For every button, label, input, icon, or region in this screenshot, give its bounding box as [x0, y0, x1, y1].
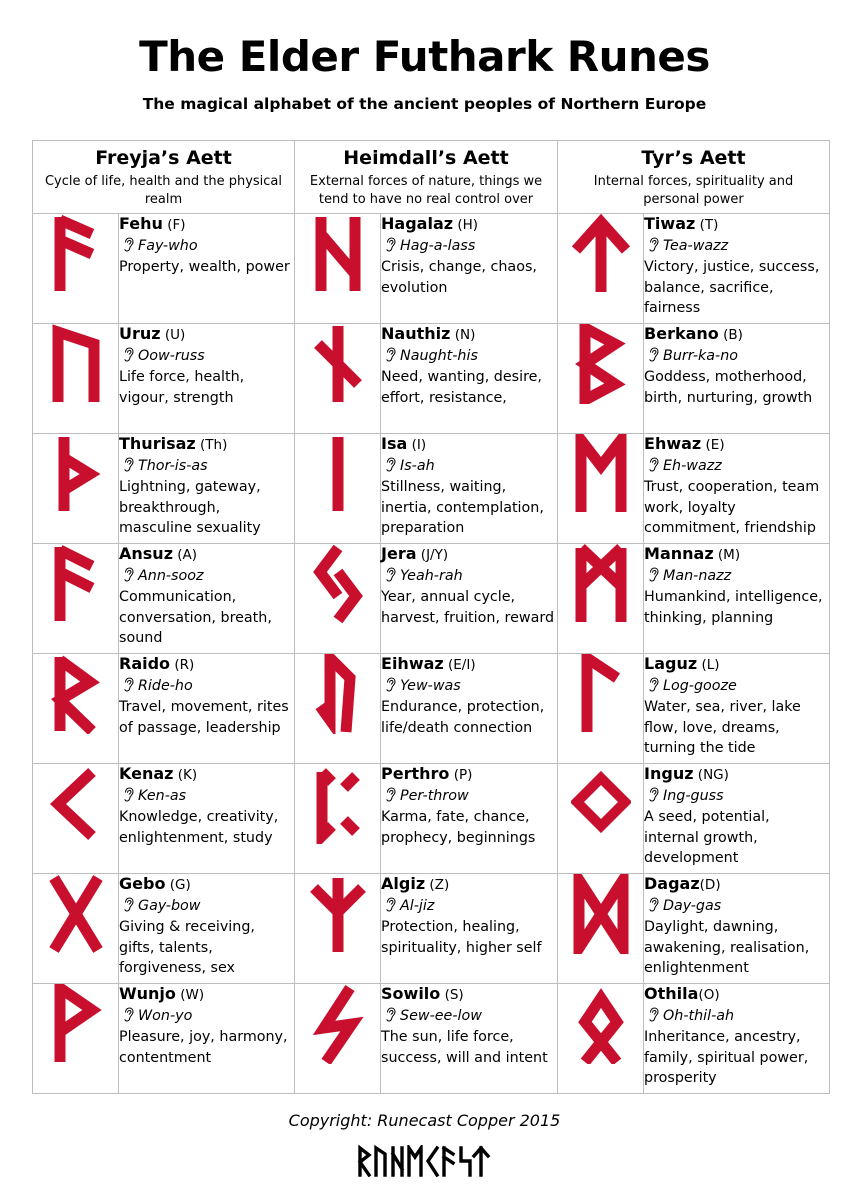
rune-title-line	[644, 324, 829, 346]
rune-nauthiz-icon	[308, 324, 368, 404]
rune-pronunciation-line	[381, 456, 557, 478]
rune-glyph-cell	[558, 324, 644, 434]
rune-glyph-cell	[33, 544, 119, 654]
rune-pronunciation-line	[119, 566, 294, 588]
ear-icon	[123, 237, 134, 258]
rune-meaning: Knowledge, creativity, enlightenment, study	[119, 809, 279, 846]
rune-meaning: Karma, fate, chance, prophecy, beginnings	[381, 809, 536, 846]
rune-glyph-cell	[295, 874, 381, 984]
rune-row	[33, 324, 830, 434]
rune-pronunciation-line	[381, 566, 557, 588]
rune-name: Eihwaz	[381, 654, 444, 673]
rune-meaning: The sun, life force, success, will and intent	[381, 1029, 548, 1066]
ear-icon	[648, 237, 659, 258]
rune-info-cell	[119, 654, 295, 764]
rune-pronunciation: Al-jiz	[400, 897, 435, 914]
rune-pronunciation: Won-yo	[138, 1007, 193, 1024]
rune-thurisaz-icon	[46, 434, 106, 514]
rune-glyph-cell	[295, 984, 381, 1094]
rune-pronunciation: Day-gas	[663, 897, 722, 914]
ear-icon	[648, 1007, 659, 1028]
rune-info-cell	[119, 544, 295, 654]
rune-meaning: Stillness, waiting, inertia, contemplation, preparation	[381, 479, 544, 536]
rune-letter: (L)	[697, 657, 720, 673]
rune-pronunciation-line	[381, 896, 557, 918]
rune-meaning: Trust, cooperation, team work, loyalty commitment, friendship	[644, 479, 820, 536]
rune-pronunciation-line	[381, 676, 557, 698]
rune-title-line	[644, 214, 829, 236]
rune-pronunciation-line	[644, 566, 829, 588]
rune-title-line	[119, 544, 294, 566]
rune-glyph-cell	[558, 434, 644, 544]
ear-icon	[123, 677, 134, 698]
ear-icon	[123, 347, 134, 368]
rune-row	[33, 654, 830, 764]
ear-icon	[385, 237, 396, 258]
rune-name: Thurisaz	[119, 434, 196, 453]
rune-laguz-icon	[571, 654, 631, 734]
rune-meaning: Pleasure, joy, harmony, contentment	[119, 1029, 288, 1066]
rune-pronunciation: Ing-guss	[663, 787, 724, 804]
rune-name: Hagalaz	[381, 214, 454, 233]
rune-pronunciation-line	[644, 786, 829, 808]
rune-meaning: Water, sea, river, lake flow, love, dreams, turning the tide	[644, 699, 801, 756]
rune-pronunciation-line	[644, 896, 829, 918]
rune-glyph-cell	[33, 434, 119, 544]
rune-info-cell	[644, 214, 830, 324]
rune-name: Wunjo	[119, 984, 176, 1003]
rune-letter: (Th)	[195, 437, 228, 453]
rune-name: Berkano	[644, 324, 719, 343]
rune-letter: (E)	[701, 437, 725, 453]
aett-header-heimdall	[295, 141, 558, 214]
rune-name: Mannaz	[644, 544, 714, 563]
rune-glyph-cell	[33, 324, 119, 434]
rune-letter: (H)	[453, 217, 479, 233]
runecast-logo	[355, 1145, 495, 1177]
rune-letter: (NG)	[693, 767, 729, 783]
rune-title-line	[119, 874, 294, 896]
rune-title-line	[644, 434, 829, 456]
ear-icon	[385, 677, 396, 698]
rune-othila-icon	[571, 984, 631, 1064]
rune-title-line	[119, 984, 294, 1006]
rune-name: Fehu	[119, 214, 163, 233]
rune-glyph-cell	[295, 434, 381, 544]
rune-info-cell	[119, 764, 295, 874]
rune-name: Isa	[381, 434, 408, 453]
rune-title-line	[119, 434, 294, 456]
rune-pronunciation-line	[644, 456, 829, 478]
rune-title-line	[381, 544, 557, 566]
rune-letter: (G)	[165, 877, 191, 893]
rune-name: Othila	[644, 984, 699, 1003]
rune-letter: (J/Y)	[416, 547, 449, 563]
rune-name: Tiwaz	[644, 214, 696, 233]
copyright-text: Copyright: Runecast Copper 2015	[288, 1111, 561, 1130]
rune-letter: (P)	[449, 767, 473, 783]
ear-icon	[123, 457, 134, 478]
rune-title-line	[381, 654, 557, 676]
rune-glyph-cell	[33, 654, 119, 764]
rune-letter: (D)	[699, 877, 721, 893]
rune-pronunciation: Yew-was	[400, 677, 461, 694]
ear-icon	[385, 787, 396, 808]
ear-icon	[648, 677, 659, 698]
rune-info-cell	[644, 654, 830, 764]
rune-berkano-icon	[571, 324, 631, 404]
rune-letter: (S)	[440, 987, 464, 1003]
rune-name: Nauthiz	[381, 324, 451, 343]
rune-letter: (E/I)	[443, 657, 476, 673]
rune-glyph-cell	[295, 764, 381, 874]
rune-title-line	[381, 324, 557, 346]
rune-title-line	[644, 874, 829, 896]
rune-pronunciation-line	[119, 1006, 294, 1028]
rune-pronunciation: Tea-wazz	[663, 237, 729, 254]
ear-icon	[648, 787, 659, 808]
rune-meaning: Crisis, change, chaos, evolution	[381, 259, 537, 296]
rune-pronunciation-line	[119, 676, 294, 698]
rune-row	[33, 764, 830, 874]
rune-info-cell	[381, 874, 558, 984]
rune-name: Laguz	[644, 654, 698, 673]
rune-title-line	[381, 214, 557, 236]
rune-name: Kenaz	[119, 764, 174, 783]
rune-algiz-icon	[308, 874, 368, 954]
rune-info-cell	[119, 434, 295, 544]
rune-letter: (F)	[162, 217, 186, 233]
rune-pronunciation-line	[381, 1006, 557, 1028]
rune-pronunciation-line	[381, 786, 557, 808]
rune-glyph-cell	[33, 214, 119, 324]
rune-pronunciation-line	[119, 236, 294, 258]
rune-meaning: Humankind, intelligence, thinking, planning	[644, 589, 823, 626]
rune-info-cell	[644, 874, 830, 984]
rune-meaning: Daylight, dawning, awakening, realisation, enlightenment	[644, 919, 810, 976]
rune-title-line	[644, 764, 829, 786]
rune-jera-icon	[308, 544, 368, 624]
rune-kenaz-icon	[46, 764, 106, 844]
rune-info-cell	[381, 984, 558, 1094]
rune-name: Ehwaz	[644, 434, 702, 453]
rune-glyph-cell	[558, 544, 644, 654]
rune-meaning: Year, annual cycle, harvest, fruition, reward	[381, 589, 555, 626]
rune-info-cell	[119, 874, 295, 984]
rune-glyph-cell	[558, 214, 644, 324]
rune-pronunciation: Burr-ka-no	[663, 347, 739, 364]
rune-pronunciation: Ken-as	[138, 787, 187, 804]
rune-letter: (R)	[170, 657, 195, 673]
rune-glyph-cell	[295, 654, 381, 764]
rune-title-line	[119, 214, 294, 236]
rune-pronunciation: Oow-russ	[138, 347, 205, 364]
rune-meaning: A seed, potential, internal growth, development	[644, 809, 770, 866]
rune-meaning: Property, wealth, power	[119, 259, 290, 275]
rune-letter: (T)	[695, 217, 719, 233]
rune-pronunciation: Sew-ee-low	[400, 1007, 482, 1024]
rune-gebo-icon	[46, 874, 106, 954]
rune-tiwaz-icon	[571, 214, 631, 294]
rune-pronunciation: Hag-a-lass	[400, 237, 476, 254]
rune-perthro-icon	[308, 764, 368, 844]
rune-glyph-cell	[558, 764, 644, 874]
ear-icon	[648, 567, 659, 588]
rune-title-line	[119, 654, 294, 676]
rune-glyph-cell	[295, 324, 381, 434]
rune-name: Algiz	[381, 874, 426, 893]
rune-pronunciation-line	[381, 236, 557, 258]
rune-info-cell	[644, 764, 830, 874]
aett-header-tyr	[558, 141, 830, 214]
rune-info-cell	[381, 214, 558, 324]
rune-dagaz-icon	[571, 874, 631, 954]
rune-pronunciation: Yeah-rah	[400, 567, 463, 584]
ear-icon	[648, 347, 659, 368]
rune-letter: (W)	[175, 987, 205, 1003]
rune-title-line	[644, 984, 829, 1006]
rune-glyph-cell	[295, 214, 381, 324]
rune-letter: (M)	[713, 547, 741, 563]
rune-pronunciation-line	[644, 346, 829, 368]
rune-pronunciation: Thor-is-as	[138, 457, 208, 474]
ear-icon	[385, 347, 396, 368]
rune-letter: (N)	[450, 327, 476, 343]
rune-info-cell	[644, 324, 830, 434]
rune-title-line	[644, 544, 829, 566]
rune-pronunciation-line	[119, 456, 294, 478]
ear-icon	[123, 567, 134, 588]
rune-pronunciation: Oh-thil-ah	[663, 1007, 735, 1024]
rune-pronunciation-line	[119, 346, 294, 368]
rune-letter: (I)	[407, 437, 427, 453]
rune-letter: (A)	[173, 547, 198, 563]
rune-info-cell	[644, 434, 830, 544]
rune-inguz-icon	[571, 764, 631, 844]
rune-glyph-cell	[558, 654, 644, 764]
rune-row	[33, 214, 830, 324]
rune-glyph-cell	[33, 764, 119, 874]
rune-info-cell	[119, 214, 295, 324]
ear-icon	[385, 457, 396, 478]
rune-info-cell	[381, 434, 558, 544]
rune-glyph-cell	[33, 874, 119, 984]
rune-info-cell	[644, 984, 830, 1094]
ear-icon	[648, 457, 659, 478]
rune-table	[32, 140, 830, 1094]
rune-pronunciation: Naught-his	[400, 347, 478, 364]
rune-title-line	[381, 764, 557, 786]
rune-name: Jera	[381, 544, 417, 563]
ear-icon	[385, 897, 396, 918]
rune-glyph-cell	[33, 984, 119, 1094]
rune-pronunciation-line	[119, 896, 294, 918]
rune-meaning: Need, wanting, desire, effort, resistance,	[381, 369, 542, 406]
rune-letter: (K)	[173, 767, 198, 783]
rune-pronunciation: Man-nazz	[663, 567, 732, 584]
rune-title-line	[381, 984, 557, 1006]
aett-name: Heimdall’s Aett	[343, 147, 509, 169]
rune-row	[33, 874, 830, 984]
rune-meaning: Victory, justice, success, balance, sacrifice, fairness	[644, 259, 820, 316]
rune-info-cell	[119, 324, 295, 434]
rune-name: Inguz	[644, 764, 694, 783]
rune-name: Sowilo	[381, 984, 441, 1003]
rune-meaning: Life force, health, vigour, strength	[119, 369, 245, 406]
rune-name: Raido	[119, 654, 171, 673]
rune-sowilo-icon	[308, 984, 368, 1064]
rune-info-cell	[381, 324, 558, 434]
rune-info-cell	[381, 544, 558, 654]
rune-glyph-cell	[558, 984, 644, 1094]
ear-icon	[385, 567, 396, 588]
aett-description: Cycle of life, health and the physical realm	[44, 174, 283, 207]
rune-title-line	[381, 434, 557, 456]
rune-pronunciation: Fay-who	[138, 237, 198, 254]
rune-name: Dagaz	[644, 874, 700, 893]
rune-meaning: Inheritance, ancestry, family, spiritual power, prosperity	[644, 1029, 809, 1086]
rune-title-line	[381, 874, 557, 896]
aett-name: Freyja’s Aett	[95, 147, 232, 169]
rune-pronunciation: Per-throw	[400, 787, 469, 804]
rune-pronunciation: Ann-sooz	[138, 567, 204, 584]
rune-letter: (U)	[160, 327, 186, 343]
rune-raido-icon	[46, 654, 106, 734]
aett-header-row	[33, 141, 830, 214]
rune-glyph-cell	[558, 874, 644, 984]
rune-letter: (O)	[698, 987, 720, 1003]
rune-pronunciation: Log-gooze	[663, 677, 737, 694]
rune-info-cell	[381, 654, 558, 764]
rune-row	[33, 544, 830, 654]
rune-info-cell	[644, 544, 830, 654]
rune-pronunciation: Gay-bow	[138, 897, 201, 914]
rune-glyph-cell	[295, 544, 381, 654]
rune-row	[33, 434, 830, 544]
rune-pronunciation: Ride-ho	[138, 677, 193, 694]
ear-icon	[123, 1007, 134, 1028]
rune-ehwaz-icon	[571, 434, 631, 514]
rune-name: Perthro	[381, 764, 450, 783]
rune-row	[33, 984, 830, 1094]
rune-eihwaz-icon	[308, 654, 368, 734]
ear-icon	[123, 897, 134, 918]
ear-icon	[648, 897, 659, 918]
rune-name: Uruz	[119, 324, 161, 343]
rune-pronunciation-line	[644, 1006, 829, 1028]
rune-pronunciation-line	[381, 346, 557, 368]
rune-pronunciation-line	[119, 786, 294, 808]
rune-isa-icon	[308, 434, 368, 514]
rune-pronunciation-line	[644, 236, 829, 258]
rune-meaning: Goddess, motherhood, birth, nurturing, growth	[644, 369, 813, 406]
rune-mannaz-icon	[571, 544, 631, 624]
rune-title-line	[119, 324, 294, 346]
rune-title-line	[119, 764, 294, 786]
rune-meaning: Lightning, gateway, breakthrough, masculine sexuality	[119, 479, 261, 536]
ear-icon	[385, 1007, 396, 1028]
rune-meaning: Travel, movement, rites of passage, leadership	[119, 699, 289, 736]
aett-description: External forces of nature, things we tend to have no real control over	[309, 174, 543, 207]
rune-pronunciation: Is-ah	[400, 457, 435, 474]
rune-pronunciation-line	[644, 676, 829, 698]
rune-meaning: Giving & receiving, gifts, talents, forgiveness, sex	[119, 919, 255, 976]
rune-meaning: Endurance, protection, life/death connection	[381, 699, 545, 736]
rune-info-cell	[119, 984, 295, 1094]
aett-name: Tyr’s Aett	[641, 147, 746, 169]
aett-header-freyja	[33, 141, 295, 214]
rune-name: Gebo	[119, 874, 166, 893]
rune-ansuz-icon	[46, 544, 106, 624]
page-subtitle: The magical alphabet of the ancient peoples of Northern Europe	[142, 95, 707, 113]
rune-letter: (Z)	[425, 877, 450, 893]
rune-meaning: Communication, conversation, breath, sound	[119, 589, 272, 646]
rune-pronunciation: Eh-wazz	[663, 457, 722, 474]
ear-icon	[123, 787, 134, 808]
page-title: The Elder Futhark Runes	[139, 32, 710, 81]
rune-name: Ansuz	[119, 544, 173, 563]
rune-uruz-icon	[46, 324, 106, 404]
rune-hagalaz-icon	[308, 214, 368, 294]
rune-info-cell	[381, 764, 558, 874]
aett-description: Internal forces, spirituality and personal power	[593, 174, 794, 207]
rune-wunjo-icon	[46, 984, 106, 1064]
rune-title-line	[644, 654, 829, 676]
rune-meaning: Protection, healing, spirituality, higher self	[381, 919, 542, 956]
rune-fehu-icon	[46, 214, 106, 294]
rune-letter: (B)	[718, 327, 743, 343]
